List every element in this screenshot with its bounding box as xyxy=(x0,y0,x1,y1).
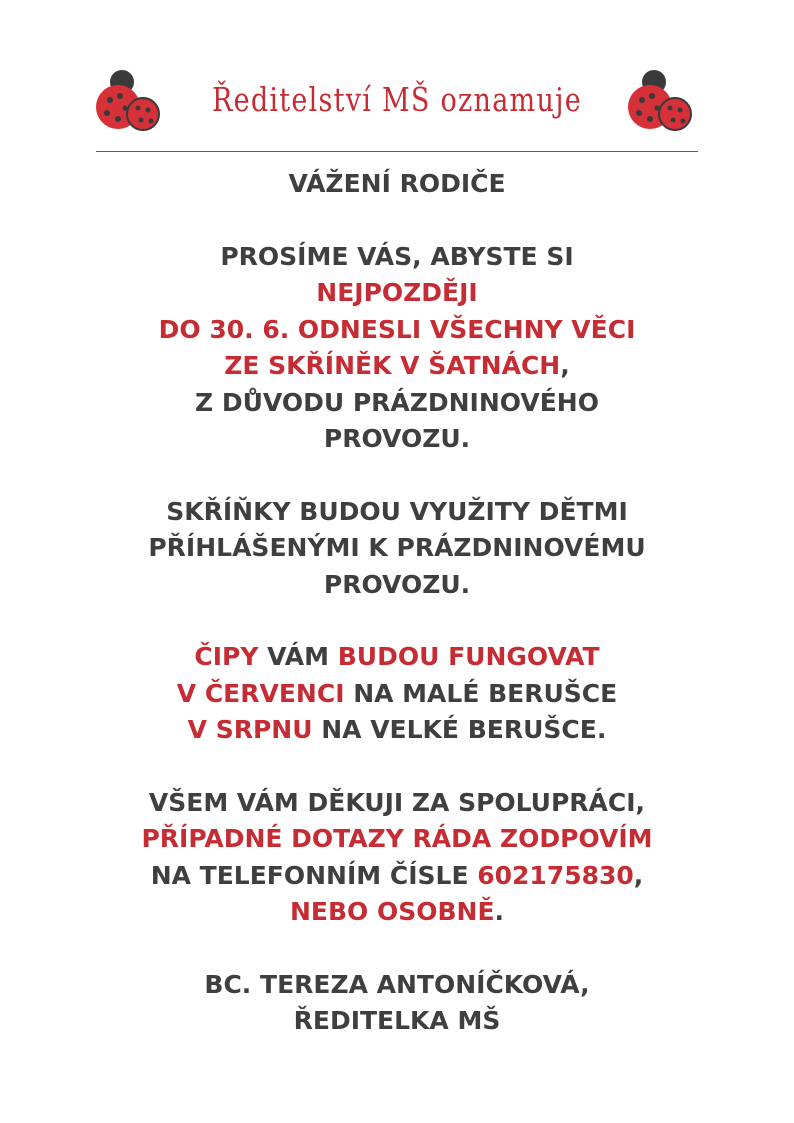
phone-number: 602175830 xyxy=(477,860,634,890)
para4-line1: VŠEM VÁM DĚKUJI ZA SPOLUPRÁCI, xyxy=(148,787,646,817)
signature-role: ŘEDITELKA MŠ xyxy=(293,1006,501,1035)
para1-line1: PROSÍME VÁS, ABYSTE SI xyxy=(220,241,574,271)
para3-line3-b: NA VELKÉ BERUŠCE. xyxy=(312,715,607,744)
para4-line4-a: NEBO OSOBNĚ xyxy=(289,897,495,926)
para4-line4 xyxy=(60,894,734,931)
spacer xyxy=(60,931,734,967)
spacer xyxy=(60,749,734,785)
para1-line2: NEJPOZDĚJI xyxy=(316,278,478,307)
header xyxy=(96,66,698,152)
spacer xyxy=(60,603,734,639)
para1-line4-rest: , xyxy=(560,351,570,380)
page-title: Ředitelství MŠ oznamuje xyxy=(212,80,582,119)
para2-line2: PŘÍHLÁŠENÝMI K PRÁZDNINOVÉMU xyxy=(148,533,646,562)
para4-line2: PŘÍPADNÉ DOTAZY RÁDA ZODPOVÍM xyxy=(141,824,653,853)
para3-line1-a: ČIPY xyxy=(194,642,259,671)
spacer xyxy=(60,458,734,494)
para4-line3 xyxy=(60,858,734,895)
notice-body xyxy=(60,166,734,1040)
ladybug-icon xyxy=(628,68,698,138)
para4-line3-a: NA TELEFONNÍM ČÍSLE xyxy=(150,860,478,890)
para1-line5: Z DŮVODU PRÁZDNINOVÉHO xyxy=(195,387,599,417)
header-divider xyxy=(96,151,698,152)
para1-line6: PROVOZU. xyxy=(323,424,471,453)
para3-line1-b: VÁM xyxy=(258,642,338,671)
signature-name: BC. TEREZA ANTONÍČKOVÁ, xyxy=(204,969,590,999)
para1-line3: DO 30. 6. ODNESLI VŠECHNY VĚCI xyxy=(158,314,636,344)
para4-line4-b: . xyxy=(494,897,505,926)
para1-line4 xyxy=(60,348,734,385)
para3-line1-c: BUDOU FUNGOVAT xyxy=(337,642,600,671)
para2-line1: SKŘÍŇKY BUDOU VYUŽITY DĚTMI xyxy=(166,496,628,526)
para3-line2-b: NA MALÉ BERUŠCE xyxy=(344,678,618,708)
para3-line3 xyxy=(60,712,734,749)
para3-line2 xyxy=(60,676,734,713)
greeting: VÁŽENÍ RODIČE xyxy=(288,169,506,198)
para3-line1 xyxy=(60,639,734,676)
para2-line3: PROVOZU. xyxy=(323,569,471,599)
para3-line3-a: V SRPNU xyxy=(187,715,313,744)
para3-line2-a: V ČERVENCI xyxy=(176,678,345,708)
para1-line4-highlight: ZE SKŘÍNĚK V ŠATNÁCH xyxy=(224,351,561,380)
para4-line3-c: , xyxy=(633,860,644,890)
spacer xyxy=(60,203,734,239)
